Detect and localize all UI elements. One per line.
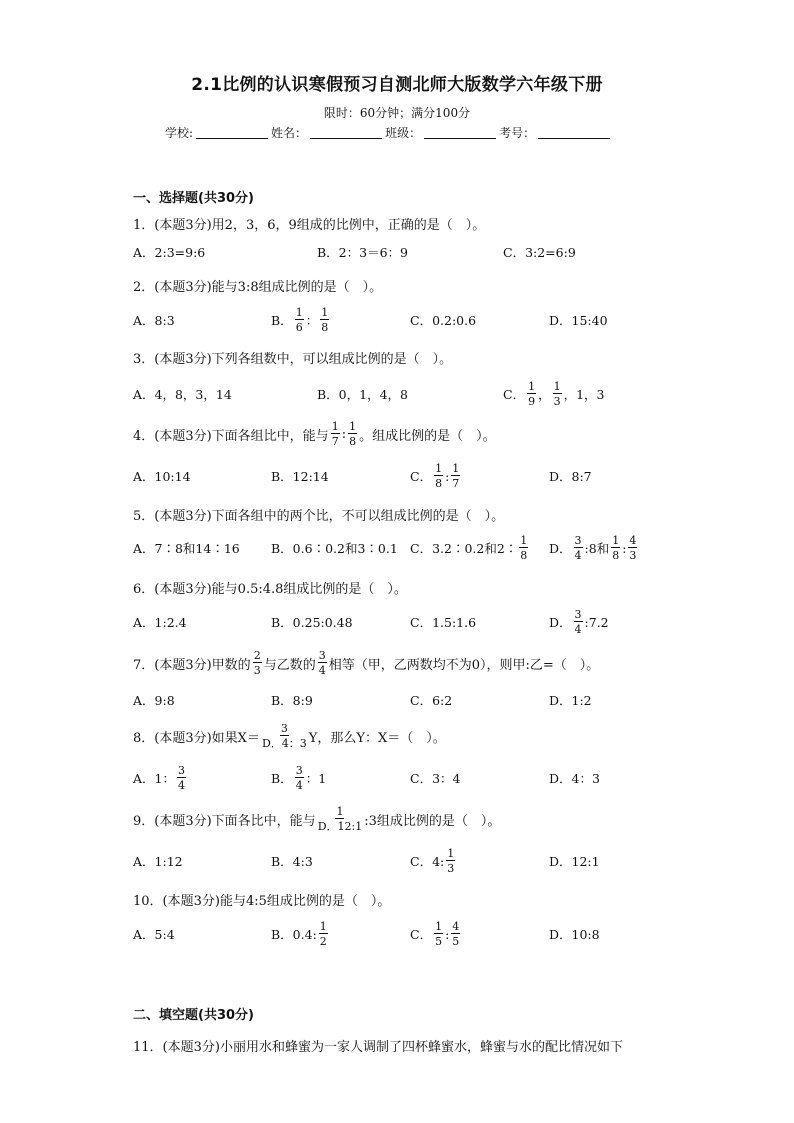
question-8: 8．(本题3分)如果X＝ $\frac{3}{D.4:3}$ Y，那么Y：X＝（ ）。 [133, 722, 446, 750]
question-9: 9．(本题3分)下面各比中，能与 $\frac{1}{D.12:1}$ :3组成比例的是（ ）。 [133, 805, 501, 833]
page-title: 2.1比例的认识寒假预习自测北师大版数学六年级下册 [191, 75, 603, 95]
question-10: 10．(本题3分)能与4:5组成比例的是（ ）。 [133, 894, 391, 909]
option-d[interactable]: D． $\frac{3}{4}$ :7.2 [549, 608, 609, 636]
question-3-options [133, 374, 693, 414]
class-label: 班级： [385, 126, 422, 140]
question-2-options [133, 300, 693, 340]
fraction: $\frac{2}{3}$ [253, 649, 261, 677]
class-field[interactable] [424, 126, 496, 139]
option-a[interactable]: A．2:3=9:6 [133, 245, 206, 260]
option-b[interactable]: B．8:9 [271, 693, 313, 708]
option-a[interactable]: A．1： $\frac{3}{4}$ [133, 764, 185, 792]
option-a[interactable]: A．8:3 [133, 313, 175, 328]
option-a[interactable]: A．10:14 [133, 469, 191, 484]
fraction: $\frac{1}{7}$ [452, 462, 460, 490]
option-c[interactable]: C． $\frac{1}{8}$ : $\frac{1}{7}$ [410, 462, 460, 490]
option-b[interactable]: B．4:3 [271, 854, 313, 869]
option-b[interactable]: B． $\frac{1}{6}$ ： $\frac{1}{8}$ [271, 306, 329, 334]
question-5-options [133, 528, 693, 568]
fraction: $\frac{1}{8}$ [520, 534, 528, 562]
fraction: $\frac{3}{4}$ [318, 649, 326, 677]
option-c[interactable]: C．1.5:1.6 [410, 615, 477, 630]
question-8-options [133, 758, 693, 798]
option-a[interactable]: A．1:2.4 [133, 615, 187, 630]
fraction: $\frac{3}{D.4:3}$ [261, 722, 307, 750]
fraction: $\frac{1}{8}$ [435, 462, 443, 490]
fraction: $\frac{1}{8}$ [612, 534, 620, 562]
exam-label: 考号： [499, 126, 536, 140]
option-b[interactable]: B．0，1，4，8 [317, 387, 408, 402]
question-7-options [133, 680, 693, 720]
option-d[interactable]: D．8:7 [549, 469, 592, 484]
fraction: $\frac{3}{4}$ [574, 534, 582, 562]
option-c[interactable]: C． $\frac{1}{9}$ ， $\frac{1}{3}$ ，1，3 [503, 380, 605, 408]
question-4: 4．(本题3分)下面各组比中，能与 $\frac{1}{7}$ : $\frac{1}{8}$ 。组成比例的是（ ）。 [133, 420, 496, 448]
option-b[interactable]: B． $\frac{3}{4}$ ：1 [271, 764, 327, 792]
question-9-options [133, 841, 693, 881]
question-5: 5．(本题3分)下面各组中的两个比，不可以组成比例的是（ ）。 [133, 509, 505, 524]
time-limit: 限时：60分钟；满分100分 [323, 106, 471, 120]
name-label: 姓名： [271, 126, 308, 140]
fraction: $\frac{3}{4}$ [574, 608, 582, 636]
option-a[interactable]: A．4，8，3，14 [133, 387, 232, 402]
question-1-options [133, 232, 693, 272]
option-a[interactable]: A．7∶8和14∶16 [133, 541, 240, 556]
option-c[interactable]: C．3:2=6:9 [503, 245, 576, 260]
option-d[interactable]: D．1:2 [549, 693, 592, 708]
option-b[interactable]: B．0.6∶0.2和3∶0.1 [271, 541, 398, 556]
fraction: $\frac{4}{3}$ [629, 534, 637, 562]
section-fill-title: 二、填空题(共30分) [133, 1008, 254, 1023]
option-d[interactable]: D．15:40 [549, 313, 608, 328]
name-field[interactable] [310, 126, 382, 139]
fraction: $\frac{1}{2}$ [319, 920, 327, 948]
question-3: 3．(本题3分)下列各组数中，可以组成比例的是（ ）。 [133, 352, 453, 367]
fraction: $\frac{1}{5}$ [435, 920, 443, 948]
fraction: $\frac{3}{4}$ [177, 764, 185, 792]
question-4-options [133, 456, 693, 496]
fraction: $\frac{1}{8}$ [349, 420, 357, 448]
question-11: 11．(本题3分)小丽用水和蜂蜜为一家人调制了四杯蜂蜜水，蜂蜜与水的配比情况如下 [133, 1040, 623, 1055]
fraction: $\frac{1}{7}$ [331, 420, 339, 448]
fraction: $\frac{1}{8}$ [321, 306, 329, 334]
fraction: $\frac{1}{D.12:1}$ [317, 805, 363, 833]
option-b[interactable]: B．12:14 [271, 469, 329, 484]
option-letter: B． [271, 313, 293, 328]
option-b[interactable]: B．2：3＝6：9 [317, 245, 408, 260]
student-info-line [165, 124, 613, 141]
option-b[interactable]: B．0.4: $\frac{1}{2}$ [271, 920, 327, 948]
option-c[interactable]: C．6:2 [410, 693, 453, 708]
option-d[interactable]: D．12:1 [549, 854, 600, 869]
question-7: 7．(本题3分)甲数的 $\frac{2}{3}$ 与乙数的 $\frac{3}{4}$ 相等（甲，乙两数均不为0），则甲:乙=（ ）。 [133, 649, 600, 677]
fraction: $\frac{1}{9}$ [528, 380, 536, 408]
question-2: 2．(本题3分)能与3:8组成比例的是（ ）。 [133, 280, 383, 295]
question-6: 6．(本题3分)能与0.5:4.8组成比例的是（ ）。 [133, 582, 407, 597]
question-1: 1．(本题3分)用2，3，6，9组成的比例中，正确的是（ ）。 [133, 218, 486, 233]
school-label: 学校: [165, 126, 194, 140]
option-a[interactable]: A．1:12 [133, 854, 183, 869]
question-10-options [133, 914, 693, 954]
fraction: $\frac{3}{4}$ [295, 764, 303, 792]
fraction: $\frac{1}{3}$ [447, 847, 455, 875]
option-a[interactable]: A．5:4 [133, 927, 175, 942]
school-field[interactable] [196, 126, 268, 139]
option-c[interactable]: C．0.2:0.6 [410, 313, 477, 328]
question-6-options [133, 602, 693, 642]
section-choice-title: 一、选择题(共30分) [133, 191, 254, 206]
option-d[interactable]: D． $\frac{3}{4}$ :8和 $\frac{1}{8}$ : $\frac{4}{3}$ [549, 534, 637, 562]
option-c[interactable]: C．3.2∶0.2和2∶ $\frac{1}{8}$ [410, 534, 528, 562]
exam-field[interactable] [538, 126, 610, 139]
option-c[interactable]: C．4: $\frac{1}{3}$ [410, 847, 455, 875]
fraction: $\frac{1}{6}$ [295, 306, 303, 334]
option-d[interactable]: D．10:8 [549, 927, 600, 942]
fraction: $\frac{4}{5}$ [452, 920, 460, 948]
option-c[interactable]: C． $\frac{1}{5}$ : $\frac{4}{5}$ [410, 920, 460, 948]
fraction: $\frac{1}{3}$ [553, 380, 561, 408]
option-a[interactable]: A．9:8 [133, 693, 175, 708]
option-b[interactable]: B．0.25:0.48 [271, 615, 353, 630]
option-c[interactable]: C．3：4 [410, 771, 461, 786]
option-d[interactable]: D．4：3 [549, 771, 600, 786]
